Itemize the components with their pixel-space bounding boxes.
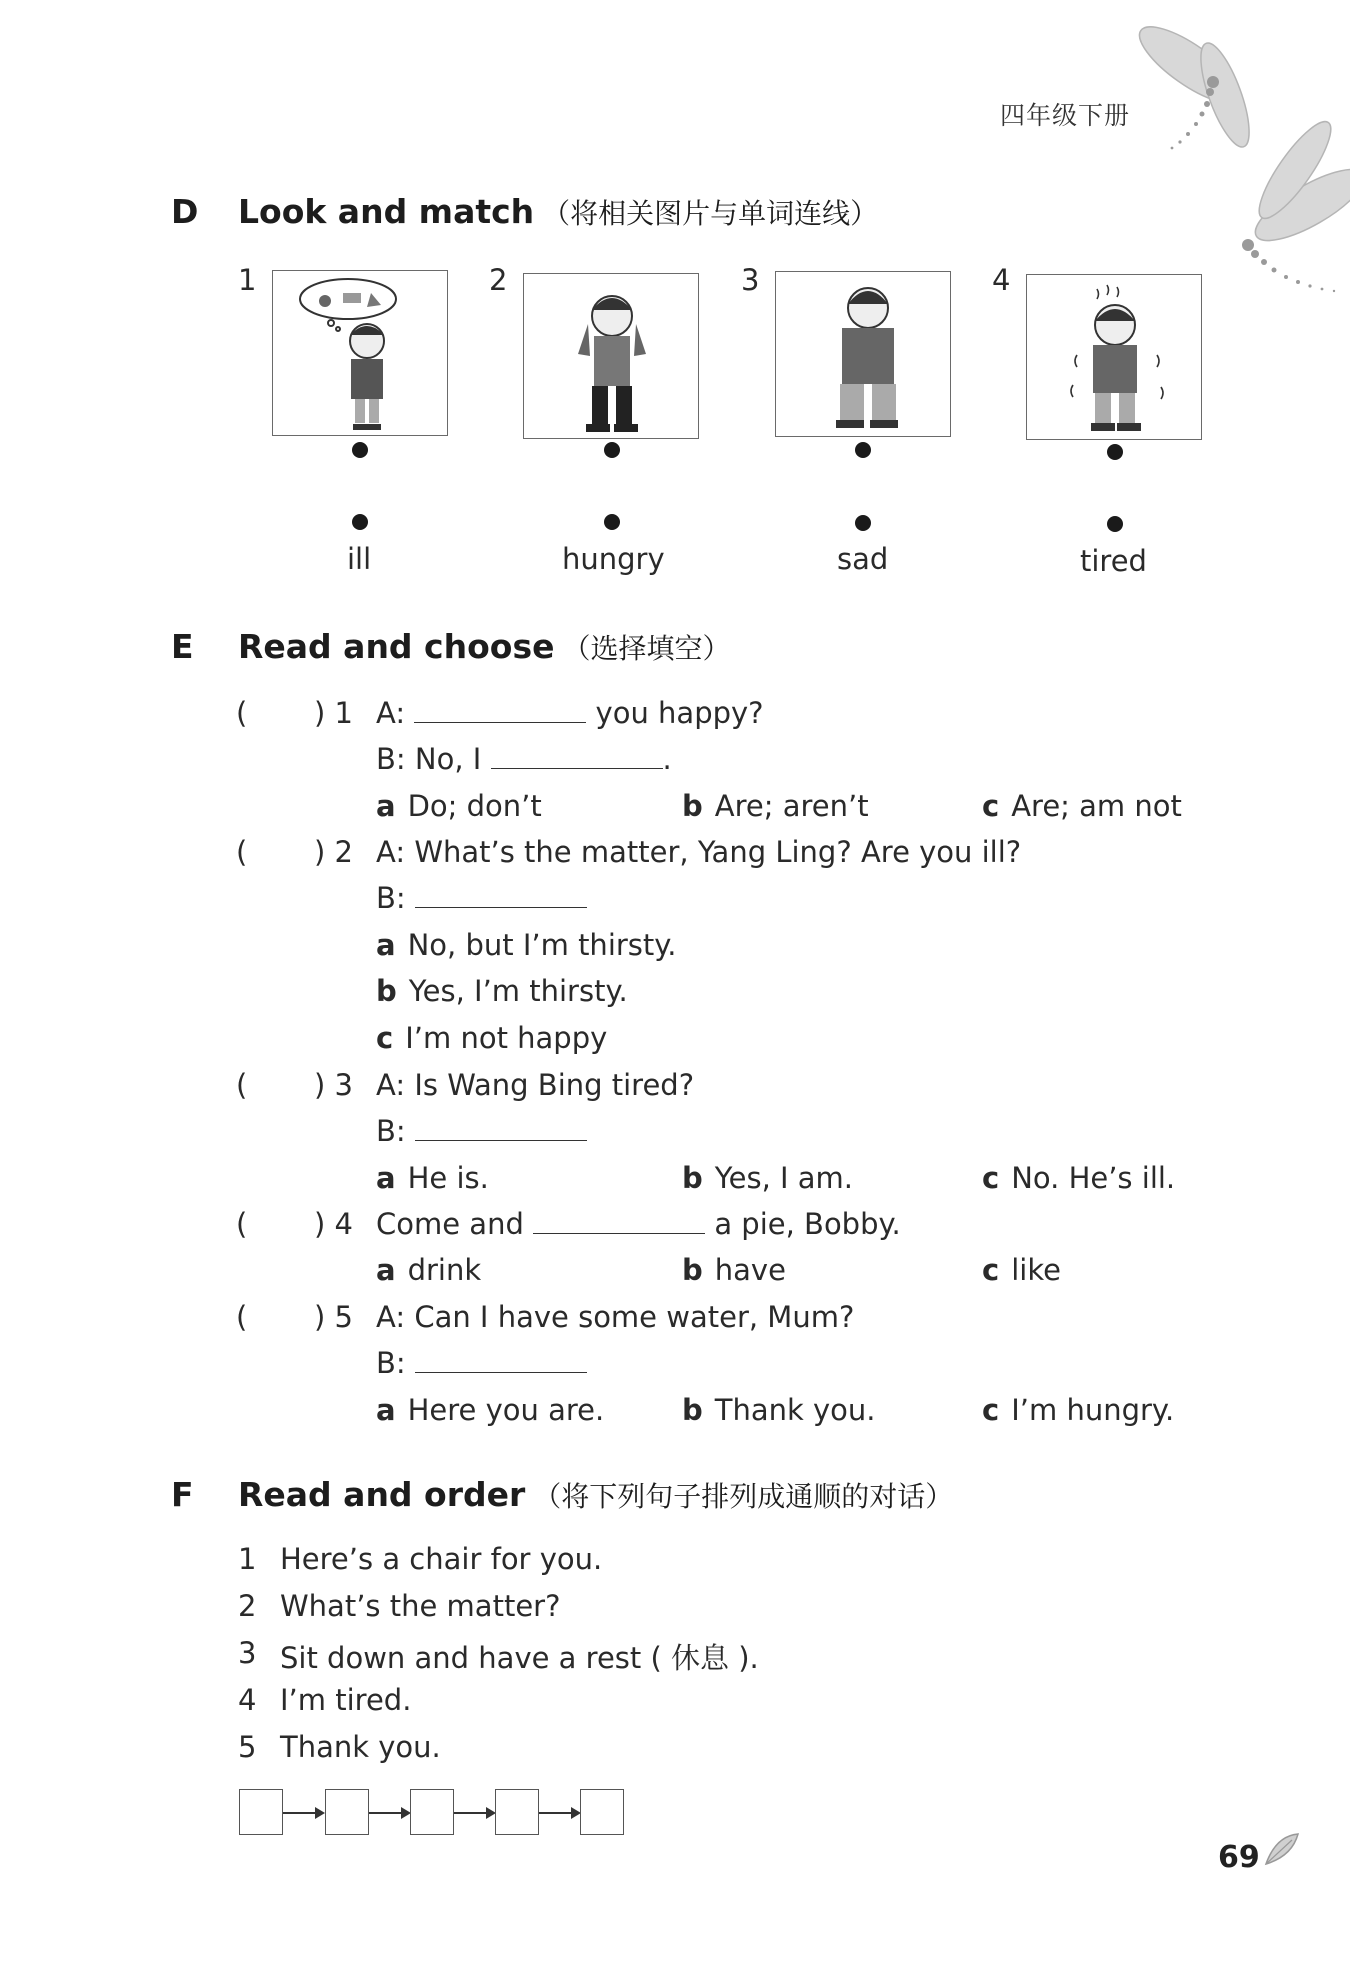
sentence-text: Here’s a chair for you.: [280, 1542, 603, 1576]
option-b[interactable]: [682, 789, 869, 823]
section-d-title-en: Look and match: [238, 192, 535, 231]
question-number: ) 4: [314, 1207, 353, 1241]
option-b[interactable]: [376, 974, 628, 1008]
option-a[interactable]: [376, 928, 677, 962]
order-answer-box[interactable]: [239, 1789, 283, 1835]
boy-bent-over-icon: [776, 272, 950, 436]
sentence-text: What’s the matter?: [280, 1589, 561, 1623]
option-c[interactable]: [982, 1161, 1175, 1195]
option-text: drink: [407, 1253, 482, 1287]
sentence-text: Thank you.: [280, 1730, 441, 1764]
boy-crying-icon: [524, 274, 698, 438]
option-letter: b: [682, 1393, 703, 1427]
question-number: ) 1: [314, 696, 353, 730]
option-letter: a: [376, 928, 396, 962]
section-e-letter: E: [171, 627, 194, 666]
question-1-b: [376, 742, 672, 776]
picture-number: 1: [238, 263, 257, 297]
section-f-title-en: Read and order: [238, 1475, 526, 1514]
option-b[interactable]: [682, 1253, 786, 1287]
question-5-a: A: Can I have some water, Mum?: [376, 1300, 855, 1334]
q4-a-suffix: a pie, Bobby.: [714, 1207, 901, 1241]
match-dot[interactable]: [352, 442, 368, 458]
question-1-a: [376, 696, 764, 730]
option-c[interactable]: [376, 1021, 607, 1055]
option-text: Do; don’t: [407, 789, 542, 823]
leaf-icon: [1262, 1830, 1302, 1870]
section-f-title: [238, 1475, 953, 1515]
option-text: I’m hungry.: [1011, 1393, 1175, 1427]
question-5-b: [376, 1346, 587, 1380]
option-text: No, but I’m thirsty.: [407, 928, 677, 962]
picture-2: [523, 273, 699, 439]
grade-label: 四年级下册: [1000, 101, 1131, 130]
answer-blank[interactable]: [415, 881, 587, 908]
q3-b-prefix: B:: [376, 1114, 406, 1148]
option-letter: a: [376, 1253, 396, 1287]
match-dot[interactable]: [855, 442, 871, 458]
option-text: Here you are.: [407, 1393, 605, 1427]
q5-b-prefix: B:: [376, 1346, 406, 1380]
section-f-title-cn: （将下列句子排列成通顺的对话）: [533, 1480, 954, 1513]
answer-blank[interactable]: [533, 1207, 705, 1234]
option-letter: a: [376, 789, 396, 823]
order-answer-box[interactable]: [325, 1789, 369, 1835]
option-letter: a: [376, 1393, 396, 1427]
q1-b-suffix: .: [662, 742, 672, 776]
q1-a-suffix: you happy?: [595, 696, 764, 730]
picture-number: 4: [992, 263, 1011, 297]
sentence-number: 5: [238, 1730, 257, 1764]
answer-paren-open: (: [236, 1207, 248, 1241]
section-e-title-en: Read and choose: [238, 627, 555, 666]
question-number: ) 3: [314, 1068, 353, 1102]
option-b[interactable]: [682, 1393, 876, 1427]
match-dot[interactable]: [1107, 516, 1123, 532]
question-3-a: A: Is Wang Bing tired?: [376, 1068, 695, 1102]
answer-paren-open: (: [236, 1068, 248, 1102]
boy-shivering-icon: [1027, 275, 1201, 439]
option-c[interactable]: [982, 1393, 1174, 1427]
option-text: Yes, I’m thirsty.: [408, 974, 628, 1008]
question-2-a: A: What’s the matter, Yang Ling? Are you ill?: [376, 835, 1022, 869]
word-tired: tired: [1080, 544, 1147, 578]
q1-a-prefix: A:: [376, 696, 406, 730]
sentence-number: 1: [238, 1542, 257, 1576]
match-dot[interactable]: [1107, 444, 1123, 460]
option-letter: b: [376, 974, 397, 1008]
option-a[interactable]: [376, 789, 542, 823]
answer-blank[interactable]: [415, 1114, 587, 1141]
picture-3: [775, 271, 951, 437]
option-letter: b: [682, 1253, 703, 1287]
option-text: Yes, I am.: [714, 1161, 854, 1195]
word-hungry: hungry: [562, 542, 665, 576]
answer-paren-open: (: [236, 1300, 248, 1334]
section-e-title-cn: （选择填空）: [562, 632, 731, 665]
option-text: I’m not happy: [405, 1021, 608, 1055]
section-d-title: [238, 192, 878, 232]
sentence-text: Sit down and have a rest ( 休息 ).: [280, 1641, 759, 1675]
option-letter: c: [982, 1161, 1000, 1195]
option-letter: a: [376, 1161, 396, 1195]
option-letter: b: [682, 789, 703, 823]
arrow-right-icon: [539, 1812, 579, 1814]
option-text: Thank you.: [714, 1393, 876, 1427]
option-letter: c: [982, 1253, 1000, 1287]
answer-paren-open: (: [236, 696, 248, 730]
section-d-letter: D: [171, 192, 199, 231]
question-2-b: [376, 881, 587, 915]
question-4-a: [376, 1207, 901, 1241]
sentence-number: 2: [238, 1589, 257, 1623]
word-sad: sad: [837, 542, 889, 576]
sentence-number: 4: [238, 1683, 257, 1717]
order-answer-box[interactable]: [410, 1789, 454, 1835]
option-text: have: [714, 1253, 786, 1287]
answer-blank[interactable]: [491, 742, 663, 769]
option-text: No. He’s ill.: [1011, 1161, 1176, 1195]
boy-thinking-of-food-icon: [273, 271, 447, 435]
q2-b-prefix: B:: [376, 881, 406, 915]
option-text: Are; aren’t: [714, 789, 869, 823]
option-c[interactable]: [982, 789, 1182, 823]
answer-blank[interactable]: [415, 1346, 587, 1373]
page-number: 69: [1218, 1840, 1260, 1875]
picture-4: [1026, 274, 1202, 440]
option-text: like: [1011, 1253, 1061, 1287]
order-answer-box[interactable]: [495, 1789, 539, 1835]
section-f-letter: F: [171, 1475, 194, 1514]
q1-b-prefix: B: No, I: [376, 742, 482, 776]
arrow-right-icon: [369, 1812, 409, 1814]
answer-paren-open: (: [236, 835, 248, 869]
arrow-right-icon: [283, 1812, 323, 1814]
picture-number: 2: [489, 263, 508, 297]
match-dot[interactable]: [604, 442, 620, 458]
option-c[interactable]: [982, 1253, 1061, 1287]
sentence-number: 3: [238, 1636, 257, 1670]
section-d-title-cn: （将相关图片与单词连线）: [542, 197, 879, 230]
word-ill: ill: [347, 542, 372, 576]
option-a[interactable]: [376, 1253, 481, 1287]
option-a[interactable]: [376, 1161, 489, 1195]
option-b[interactable]: [682, 1161, 853, 1195]
option-letter: b: [682, 1161, 703, 1195]
match-dot[interactable]: [855, 515, 871, 531]
option-letter: c: [982, 1393, 1000, 1427]
option-text: He is.: [407, 1161, 489, 1195]
question-3-b: [376, 1114, 587, 1148]
match-dot[interactable]: [604, 514, 620, 530]
sentence-text: I’m tired.: [280, 1683, 412, 1717]
arrow-right-icon: [454, 1812, 494, 1814]
option-a[interactable]: [376, 1393, 604, 1427]
picture-1: [272, 270, 448, 436]
option-text: Are; am not: [1011, 789, 1182, 823]
option-letter: c: [982, 789, 1000, 823]
question-number: ) 5: [314, 1300, 353, 1334]
option-letter: c: [376, 1021, 394, 1055]
picture-number: 3: [741, 263, 760, 297]
section-e-title: [238, 627, 730, 667]
match-dot[interactable]: [352, 514, 368, 530]
answer-blank[interactable]: [414, 696, 586, 723]
order-answer-box[interactable]: [580, 1789, 624, 1835]
question-number: ) 2: [314, 835, 353, 869]
q4-a-prefix: Come and: [376, 1207, 524, 1241]
